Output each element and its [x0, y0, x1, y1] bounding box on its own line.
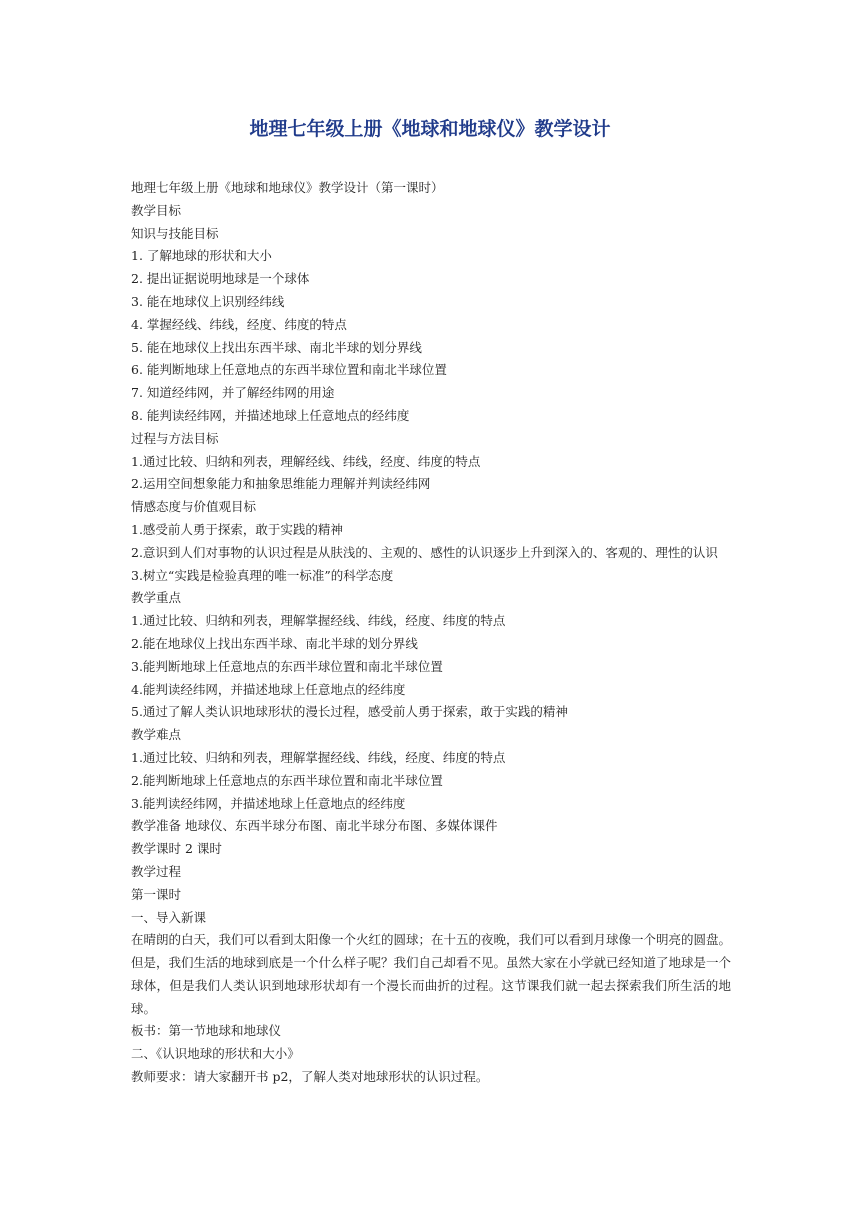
list-item: 8. 能判读经纬网，并描述地球上任意地点的经纬度: [131, 407, 410, 423]
subsection-heading: 一、导入新课: [131, 909, 207, 925]
list-item: 1.通过比较、归纳和列表，理解掌握经线、纬线，经度、纬度的特点: [131, 749, 506, 765]
section-heading: 教学目标: [131, 202, 182, 218]
list-item: 1.通过比较、归纳和列表，理解经线、纬线，经度、纬度的特点: [131, 453, 481, 469]
list-item: 1. 了解地球的形状和大小: [131, 248, 272, 264]
list-item: 2.意识到人们对事物的认识过程是从肤浅的、主观的、感性的认识逐步上升到深入的、客观的、理性的认识: [131, 544, 718, 560]
subsection-heading: 过程与方法目标: [131, 430, 219, 446]
document-title: 地理七年级上册《地球和地球仪》教学设计: [249, 118, 611, 140]
subsection-heading: 情感态度与价值观目标: [131, 499, 257, 515]
subtitle-line: 地理七年级上册《地球和地球仪》教学设计（第一课时）: [131, 180, 444, 195]
list-item: 2.运用空间想象能力和抽象思维能力理解并判读经纬网: [131, 476, 431, 492]
intro-paragraph: 在晴朗的白天，我们可以看到太阳像一个火红的圆球；在十五的夜晚，我们可以看到月球像一个明亮的圆盘。但是，我们生活的地球到底是一个什么样子呢？我们自己却看不见。虽然大家在小学就已经知道了地球是一个球体，但是我们人类认识到地球形状却有一个漫长而曲折的过程。这节课我们就一起去探索我们所生活的地球。: [131, 932, 732, 1016]
section-heading: 教学难点: [131, 727, 182, 743]
subsection-heading: 二、《认识地球的形状和大小》: [131, 1046, 300, 1062]
teaching-preparation: 教学准备 地球仪、东西半球分布图、南北半球分布图、多媒体课件: [131, 818, 498, 834]
list-item: 2.能判断地球上任意地点的东西半球位置和南北半球位置: [131, 772, 443, 788]
board-note: 板书：第一节地球和地球仪: [131, 1023, 282, 1039]
list-item: 6. 能判断地球上任意地点的东西半球位置和南北半球位置: [131, 362, 447, 378]
subsection-heading: 第一课时: [131, 886, 182, 902]
list-item: 3.树立“实践是检验真理的唯一标准”的科学态度: [131, 567, 394, 583]
list-item: 3.能判断地球上任意地点的东西半球位置和南北半球位置: [131, 658, 443, 674]
list-item: 3.能判读经纬网，并描述地球上任意地点的经纬度: [131, 795, 406, 811]
list-item: 5.通过了解人类认识地球形状的漫长过程，感受前人勇于探索，敢于实践的精神: [131, 704, 568, 720]
list-item: 3. 能在地球仪上识别经纬线: [131, 293, 285, 309]
list-item: 4.能判读经纬网，并描述地球上任意地点的经纬度: [131, 681, 406, 697]
list-item: 4. 掌握经线、纬线，经度、纬度的特点: [131, 316, 347, 332]
list-item: 7. 知道经纬网，并了解经纬网的用途: [131, 385, 335, 401]
section-heading: 教学过程: [131, 863, 182, 879]
teaching-periods: 教学课时 2 课时: [131, 841, 222, 857]
list-item: 1.感受前人勇于探索，敢于实践的精神: [131, 521, 343, 537]
list-item: 1.通过比较、归纳和列表，理解掌握经线、纬线，经度、纬度的特点: [131, 613, 506, 629]
subsection-heading: 知识与技能目标: [131, 225, 219, 241]
document-body: [131, 177, 731, 1089]
section-heading: 教学重点: [131, 590, 182, 606]
list-item: 2.能在地球仪上找出东西半球、南北半球的划分界线: [131, 635, 418, 651]
list-item: 2. 提出证据说明地球是一个球体: [131, 271, 310, 287]
list-item: 5. 能在地球仪上找出东西半球、南北半球的划分界线: [131, 339, 422, 355]
teacher-instruction: 教师要求：请大家翻开书 p2，了解人类对地球形状的认识过程。: [131, 1069, 489, 1085]
